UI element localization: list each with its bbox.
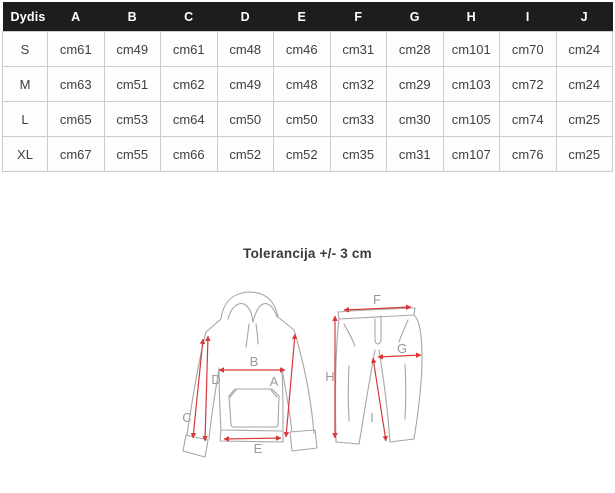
value-cell-m-h: cm103 — [443, 67, 500, 102]
header-cell-h: H — [443, 2, 500, 32]
value-cell-s-a: cm61 — [48, 32, 105, 67]
header-cell-g: G — [387, 2, 444, 32]
measure-label-c: C — [182, 410, 192, 425]
value-cell-l-j: cm25 — [556, 102, 613, 137]
value-cell-m-i: cm72 — [500, 67, 557, 102]
value-cell-s-e: cm46 — [274, 32, 331, 67]
header-cell-d: D — [217, 2, 274, 32]
value-cell-s-f: cm31 — [330, 32, 387, 67]
size-cell-xl: XL — [3, 137, 48, 172]
value-cell-l-h: cm105 — [443, 102, 500, 137]
tolerance-note: Tolerancija +/- 3 cm — [243, 246, 372, 261]
header-cell-b: B — [104, 2, 161, 32]
value-cell-m-f: cm32 — [330, 67, 387, 102]
value-cell-s-j: cm24 — [556, 32, 613, 67]
pants-outline — [335, 308, 422, 444]
value-cell-s-i: cm70 — [500, 32, 557, 67]
value-cell-xl-i: cm76 — [500, 137, 557, 172]
value-cell-l-g: cm30 — [387, 102, 444, 137]
measurement-diagram — [178, 281, 440, 491]
value-cell-xl-g: cm31 — [387, 137, 444, 172]
hoodie-outline — [183, 292, 317, 457]
measure-label-f: F — [373, 292, 381, 307]
value-cell-m-j: cm24 — [556, 67, 613, 102]
measure-arrow-e — [224, 438, 281, 439]
size-row-s — [3, 32, 613, 67]
value-cell-l-b: cm53 — [104, 102, 161, 137]
value-cell-xl-j: cm25 — [556, 137, 613, 172]
header-cell-a: A — [48, 2, 105, 32]
value-cell-l-d: cm50 — [217, 102, 274, 137]
value-cell-l-i: cm74 — [500, 102, 557, 137]
value-cell-s-d: cm48 — [217, 32, 274, 67]
measure-label-i: I — [370, 410, 374, 425]
header-cell-e: E — [274, 2, 331, 32]
size-cell-m: M — [3, 67, 48, 102]
header-cell-size-label: Dydis — [3, 2, 48, 32]
value-cell-s-c: cm61 — [161, 32, 218, 67]
measure-arrow-i — [373, 358, 386, 441]
value-cell-xl-h: cm107 — [443, 137, 500, 172]
size-table-header-row — [3, 2, 613, 32]
measure-arrow-d — [205, 336, 208, 441]
value-cell-m-d: cm49 — [217, 67, 274, 102]
header-cell-c: C — [161, 2, 218, 32]
measure-label-h: H — [325, 369, 335, 384]
value-cell-m-g: cm29 — [387, 67, 444, 102]
value-cell-l-c: cm64 — [161, 102, 218, 137]
measure-label-g: G — [396, 341, 408, 356]
measurement-arrows — [193, 307, 421, 441]
value-cell-s-h: cm101 — [443, 32, 500, 67]
value-cell-xl-b: cm55 — [104, 137, 161, 172]
measure-label-b: B — [249, 354, 259, 369]
size-row-xl — [3, 137, 613, 172]
size-table — [2, 2, 613, 172]
value-cell-m-e: cm48 — [274, 67, 331, 102]
value-cell-s-g: cm28 — [387, 32, 444, 67]
value-cell-xl-f: cm35 — [330, 137, 387, 172]
size-row-m — [3, 67, 613, 102]
value-cell-s-b: cm49 — [104, 32, 161, 67]
measure-label-d: D — [211, 372, 221, 387]
value-cell-l-e: cm50 — [274, 102, 331, 137]
value-cell-xl-e: cm52 — [274, 137, 331, 172]
value-cell-xl-a: cm67 — [48, 137, 105, 172]
measure-label-a: A — [269, 374, 279, 389]
header-cell-i: I — [500, 2, 557, 32]
value-cell-m-a: cm63 — [48, 67, 105, 102]
size-row-l — [3, 102, 613, 137]
value-cell-m-b: cm51 — [104, 67, 161, 102]
measure-label-e: E — [253, 441, 263, 456]
value-cell-xl-d: cm52 — [217, 137, 274, 172]
header-cell-f: F — [330, 2, 387, 32]
value-cell-l-a: cm65 — [48, 102, 105, 137]
value-cell-m-c: cm62 — [161, 67, 218, 102]
size-cell-l: L — [3, 102, 48, 137]
header-cell-j: J — [556, 2, 613, 32]
size-cell-s: S — [3, 32, 48, 67]
size-table-body — [3, 32, 613, 172]
value-cell-l-f: cm33 — [330, 102, 387, 137]
value-cell-xl-c: cm66 — [161, 137, 218, 172]
measurement-diagram-svg — [178, 281, 440, 491]
